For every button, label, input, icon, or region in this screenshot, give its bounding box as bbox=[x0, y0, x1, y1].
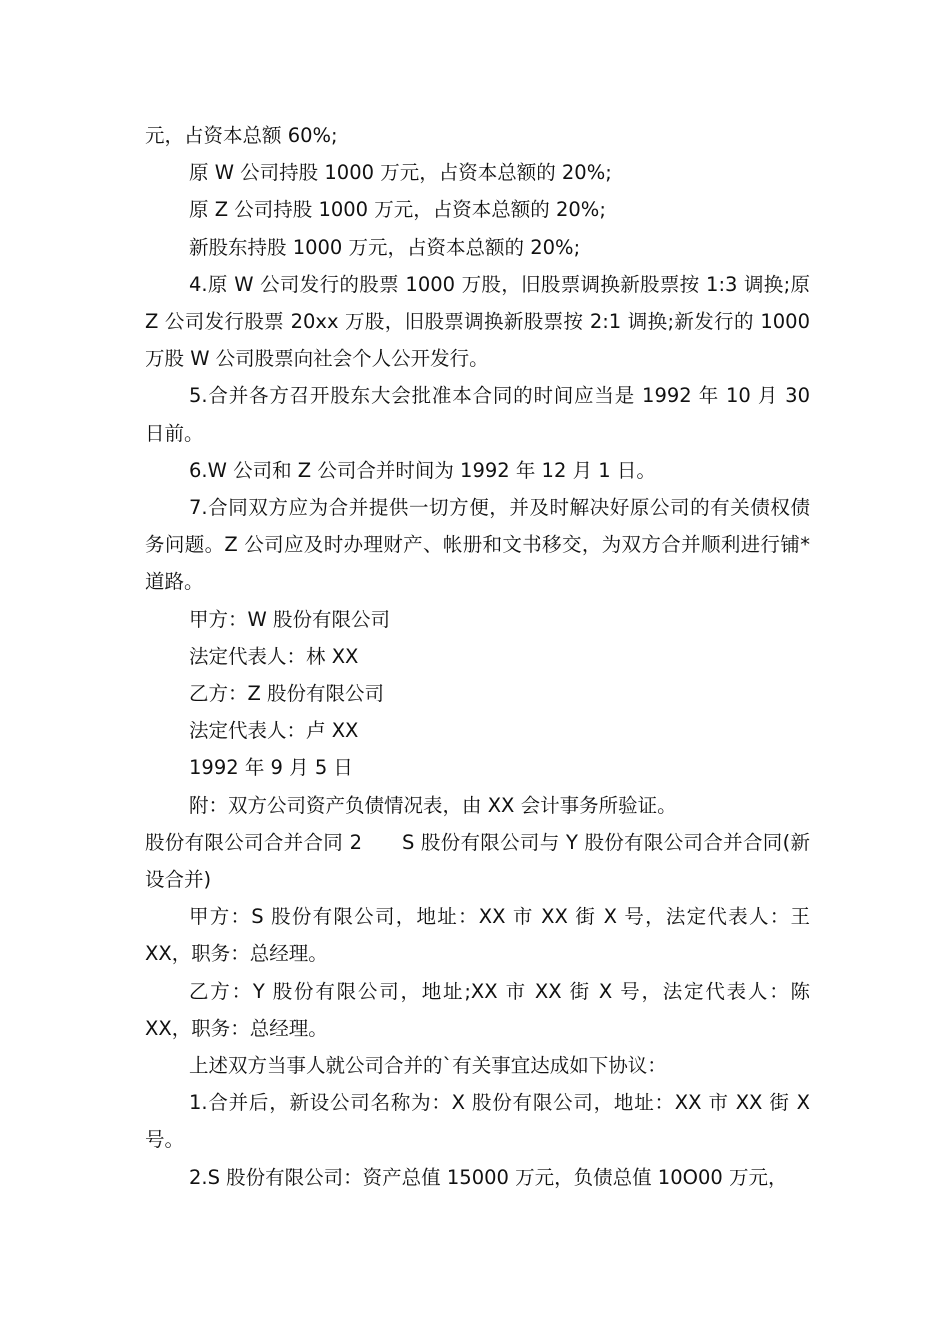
clause-4: 4.原 W 公司发行的股票 1000 万股，旧股票调换新股票按 1:3 调换;原 Z 公司发行股票 20xx 万股，旧股票调换新股票按 2:1 调换;新发行的 1000 万股 W 公司股票向社会个人公开发行。 bbox=[145, 272, 810, 371]
document-body bbox=[145, 117, 810, 1196]
attachment-note: 附：双方公司资产负债情况表，由 XX 会计事务所验证。 bbox=[189, 793, 677, 817]
party-a-line: 甲方：W 股份有限公司 bbox=[189, 607, 390, 631]
contract-2-title: 股份有限公司合并合同 2 S 股份有限公司与 Y 股份有限公司合并合同(新设合并) bbox=[145, 830, 810, 892]
paragraph-4: 新股东持股 1000 万元，占资本总额的 20%; bbox=[189, 235, 581, 259]
contract-2-clause-1: 1.合并后，新设公司名称为：X 股份有限公司，地址：XX 市 XX 街 X 号。 bbox=[145, 1091, 810, 1152]
contract-2-clause-2: 2.S 股份有限公司：资产总值 15000 万元，负债总值 10O00 万元， bbox=[189, 1165, 788, 1189]
party-b-representative: 法定代表人：卢 XX bbox=[189, 719, 359, 743]
party-b-line: 乙方：Z 股份有限公司 bbox=[189, 682, 385, 706]
paragraph-2: 原 W 公司持股 1000 万元，占资本总额的 20%; bbox=[189, 161, 612, 185]
clause-7: 7.合同双方应为合并提供一切方便，并及时解决好原公司的有关债权债务问题。Z 公司应及时办理财产、帐册和文书移交，为双方合并顺利进行铺*道路。 bbox=[145, 496, 810, 594]
contract-2-party-b: 乙方：Y 股份有限公司，地址;XX 市 XX 街 X 号，法定代表人：陈 XX，职务：总经理。 bbox=[145, 979, 810, 1040]
party-a-representative: 法定代表人：林 XX bbox=[189, 644, 359, 668]
clause-5: 5.合并各方召开股东大会批准本合同的时间应当是 1992 年 10 月 30 日前。 bbox=[145, 384, 810, 445]
contract-2-preamble: 上述双方当事人就公司合并的`有关事宜达成如下协议： bbox=[189, 1054, 667, 1078]
contract-2-party-a: 甲方：S 股份有限公司，地址：XX 市 XX 街 X 号，法定代表人：王 XX，职务：总经理。 bbox=[145, 905, 810, 966]
paragraph-1: 元，占资本总额 60%; bbox=[145, 124, 338, 147]
signing-date: 1992 年 9 月 5 日 bbox=[189, 756, 353, 780]
clause-6: 6.W 公司和 Z 公司合并时间为 1992 年 12 月 1 日。 bbox=[189, 458, 656, 482]
paragraph-3: 原 Z 公司持股 1000 万元，占资本总额的 20%; bbox=[189, 198, 606, 222]
